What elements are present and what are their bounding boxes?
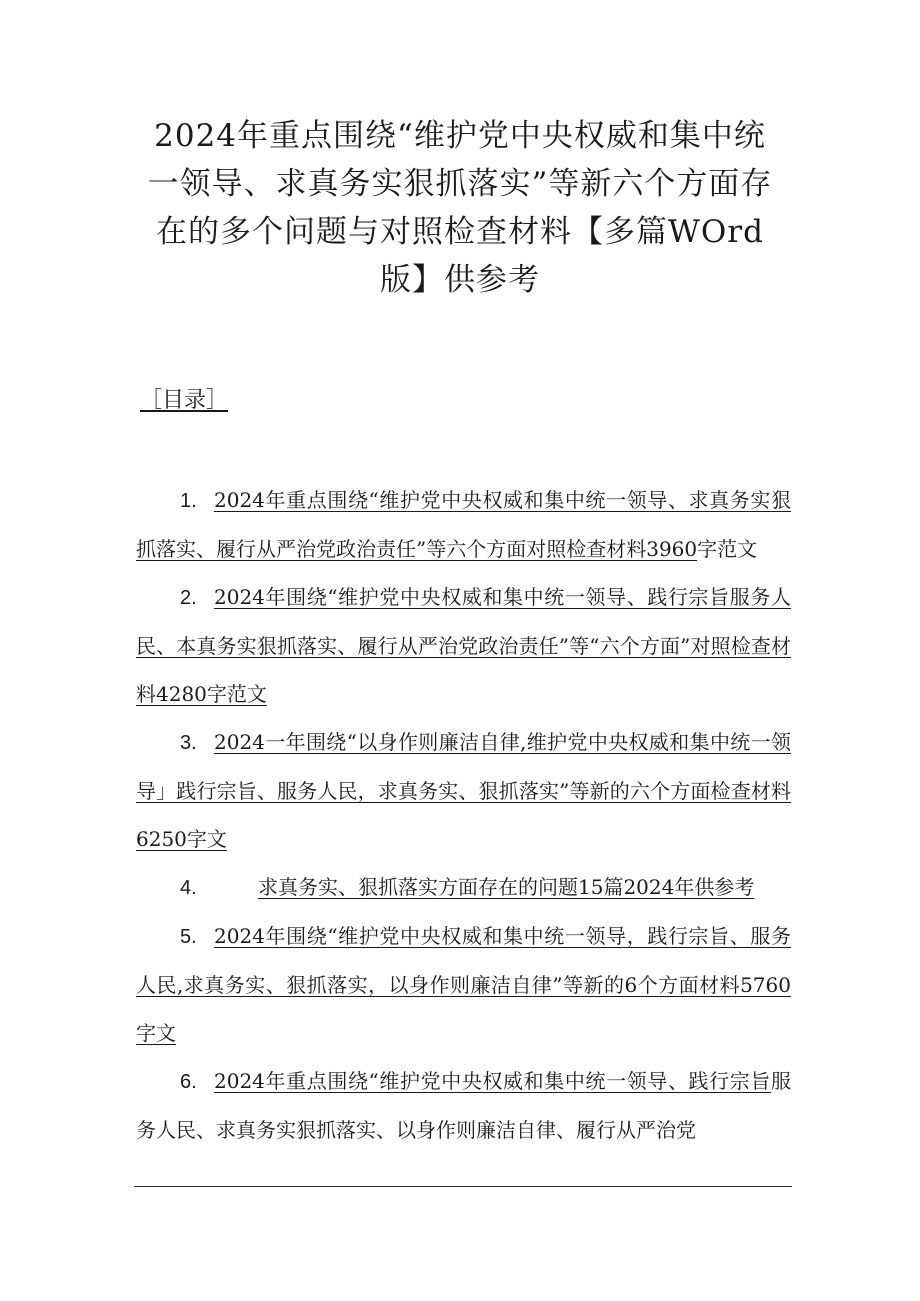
- toc-item-number: 2.: [180, 587, 197, 609]
- toc-item-link[interactable]: 2024年重点围绕“维护党中央权威和集中统一领导、求真务实狠抓落实、履行从严治党政治责任”等六个方面对照检查材料3960: [136, 488, 791, 561]
- toc-item-link[interactable]: 2024年围绕“维护党中央权威和集中统一领导、践行宗旨服务人民、本真务实狠抓落实、履行从严治党政治责任”等“六个方面”对照检查材料4280字范文: [136, 585, 791, 706]
- toc-item-2[interactable]: [136, 573, 791, 718]
- toc-heading: ［目录］: [140, 388, 229, 413]
- document-title: 2024年重点围绕“维护党中央权威和集中统一领导、求真务实狠抓落实”等新六个方面存在的多个问题与对照检查材料【多篇WOrd版】供参考: [147, 118, 773, 298]
- toc-item-5[interactable]: [136, 912, 791, 1057]
- toc-item-3[interactable]: [136, 718, 791, 863]
- toc-item-link[interactable]: 2024年围绕“维护党中央权威和集中统一领导，践行宗旨、服务人民,求真务实、狠抓落实，以身作则廉洁自律”等新的6个方面材料5760字文: [136, 924, 791, 1045]
- toc-item-4[interactable]: [136, 863, 791, 912]
- toc-item-number: 6.: [180, 1071, 197, 1093]
- toc-item-link[interactable]: 2024一年围绕“以身作则廉洁自律,维护党中央权威和集中统一领导」践行宗旨、服务人民，求真务实、狠抓落实”等新的六个方面检查材料6250字文: [136, 730, 791, 851]
- toc-item-number: 1.: [180, 490, 197, 512]
- toc-item-link[interactable]: 2024年重点围绕“维护党中央权威和集中统一领导、践行宗旨: [214, 1069, 771, 1093]
- toc-item-suffix: 服务人民、求真务实狠抓落实、以身作则廉洁自律、履行从严治党: [136, 1069, 791, 1142]
- toc-item-suffix: 字范文: [697, 537, 758, 561]
- page-bottom-rule: [134, 1186, 792, 1187]
- toc-item-link[interactable]: 求真务实、狠抓落实方面存在的问题15篇2024年供参考: [258, 875, 755, 899]
- toc-item-number: 4.: [180, 877, 197, 899]
- table-of-contents: [136, 476, 791, 1154]
- toc-item-1[interactable]: [136, 476, 791, 573]
- toc-item-number: 5.: [180, 926, 197, 948]
- toc-item-number: 3.: [180, 732, 197, 754]
- toc-item-6[interactable]: [136, 1057, 791, 1154]
